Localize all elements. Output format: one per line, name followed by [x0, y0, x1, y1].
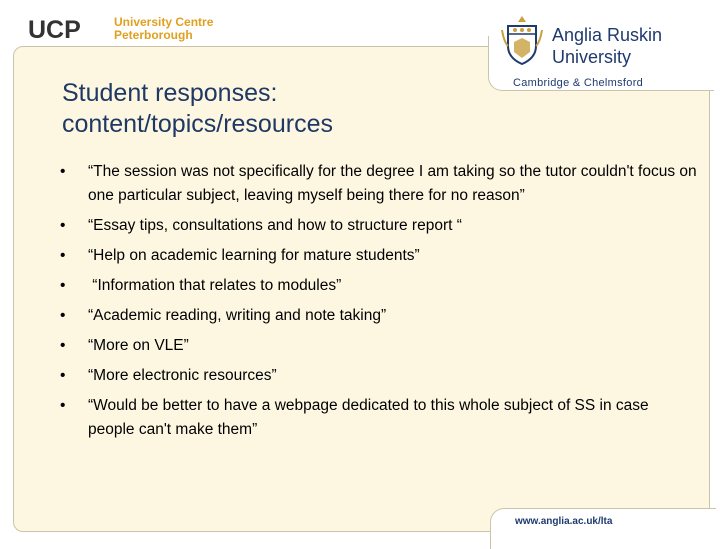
ucp-name-line2: Peterborough	[114, 28, 193, 42]
bullet-text: “Academic reading, writing and note taking”	[88, 307, 387, 324]
footer-url-link[interactable]: www.anglia.ac.uk/lta	[515, 516, 613, 527]
ucp-name-line1: University Centre	[114, 15, 214, 29]
aru-name	[552, 24, 662, 68]
ucp-letters-icon	[28, 16, 110, 42]
bullet-text: “Would be better to have a webpage dedicated to this whole subject of SS in case people can't make them”	[88, 397, 649, 438]
bullet-item	[58, 304, 698, 328]
title-line-1: Student responses:	[62, 79, 278, 107]
bullet-text: “The session was not specifically for the degree I am taking so the tutor couldn't focus on one particular subject, leaving myself being there for no reason”	[88, 163, 697, 204]
bullet-item	[58, 334, 698, 358]
aru-logo	[500, 12, 710, 92]
bullet-marker: •	[60, 307, 66, 324]
ucp-logo	[28, 14, 213, 44]
bullet-marker: •	[60, 367, 66, 384]
bullet-text: “Essay tips, consultations and how to structure report “	[88, 217, 462, 234]
bullet-text: “More electronic resources”	[88, 367, 277, 384]
bullet-item	[58, 364, 698, 388]
bullet-item	[58, 244, 698, 268]
crest-icon	[500, 12, 544, 68]
bullet-item	[58, 274, 698, 298]
aru-campuses: Cambridge & Chelmsford	[513, 77, 644, 89]
bullet-marker: •	[60, 277, 66, 294]
ucp-name	[114, 16, 213, 42]
bullet-item	[58, 160, 698, 208]
title-line-2: content/topics/resources	[62, 110, 333, 138]
bullet-marker: •	[60, 397, 66, 414]
aru-name-line1: Anglia Ruskin	[552, 25, 663, 45]
aru-name-line2: University	[552, 47, 632, 67]
bullet-marker: •	[60, 217, 66, 234]
bullet-item	[58, 214, 698, 238]
slide-title	[62, 78, 482, 140]
bullet-marker: •	[60, 163, 66, 180]
bullet-text: “Help on academic learning for mature students”	[88, 247, 420, 264]
panel-corner-cutout-bottom	[490, 508, 716, 549]
bullet-item	[58, 394, 698, 442]
bullet-list	[58, 160, 698, 448]
bullet-marker: •	[60, 247, 66, 264]
bullet-marker: •	[60, 337, 66, 354]
bullet-text: “Information that relates to modules”	[88, 277, 342, 294]
bullet-text: “More on VLE”	[88, 337, 189, 354]
svg-text:UCP: UCP	[28, 16, 81, 42]
